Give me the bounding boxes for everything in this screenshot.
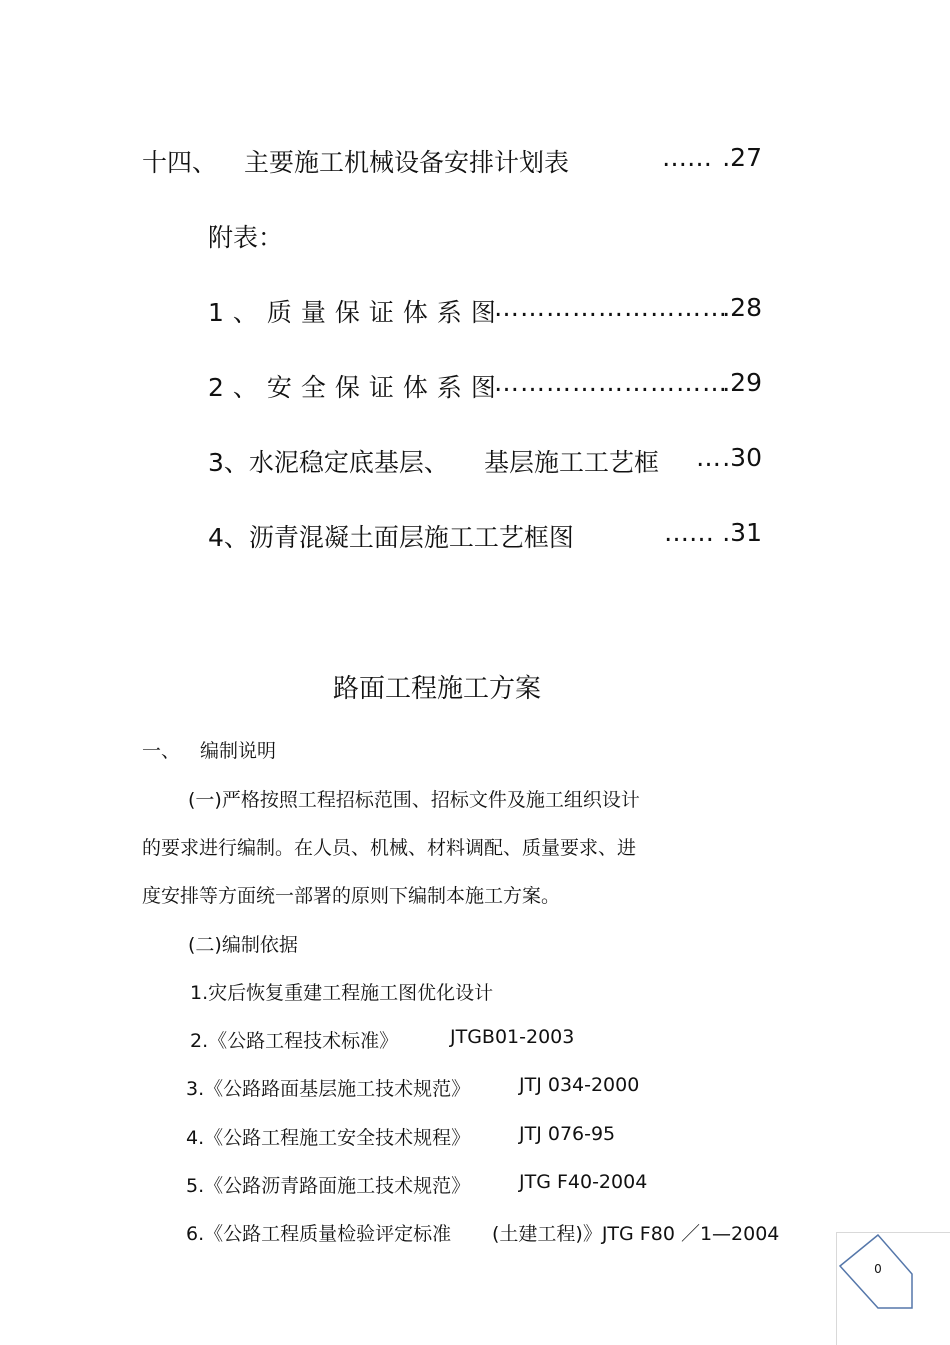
toc-appendix-4-page: .31	[722, 518, 762, 547]
reference-code: JTJ 034-2000	[519, 1074, 640, 1096]
subsection-heading: (二)编制依据	[188, 934, 298, 956]
toc-appendix-4-leader: ……	[664, 518, 714, 547]
toc-appendix-3-label-a: 3、水泥稳定底基层、	[208, 448, 449, 477]
reference-item: 4.《公路工程施工安全技术规程》	[186, 1127, 471, 1149]
toc-appendix-1-label: 1、质量保证体系图	[208, 298, 505, 327]
toc-appendix-2-leader: ………………………	[494, 368, 728, 397]
reference-code: JTG F40-2004	[519, 1171, 648, 1193]
toc-appendix-3-label-b: 基层施工工艺框	[484, 448, 660, 477]
paragraph-line: (一)严格按照工程招标范围、招标文件及施工组织设计	[188, 789, 640, 811]
toc-item-14-number: 十四、	[142, 148, 218, 177]
section-1-number: 一、	[142, 740, 181, 762]
page-number: 0	[874, 1262, 882, 1276]
toc-appendix-3-page: .30	[722, 443, 762, 472]
reference-item: 6.《公路工程质量检验评定标准	[186, 1223, 452, 1245]
toc-item-14-title: 主要施工机械设备安排计划表	[244, 148, 570, 177]
toc-appendix-3-leader: …	[696, 443, 721, 472]
toc-appendix-1-page: .28	[722, 293, 762, 322]
page-marker-shape	[836, 1232, 950, 1345]
toc-appendix-1-leader: ………………………	[494, 293, 728, 322]
toc-appendix-2-page: .29	[722, 368, 762, 397]
toc-item-14-leader: ……	[662, 143, 712, 172]
reference-code: JTJ 076-95	[519, 1123, 616, 1145]
page-number-marker	[836, 1232, 950, 1345]
toc-item-14-page: .27	[722, 143, 762, 172]
reference-item: 3.《公路路面基层施工技术规范》	[186, 1078, 471, 1100]
section-1-heading: 编制说明	[200, 740, 277, 762]
reference-code: JTGB01-2003	[450, 1026, 575, 1048]
reference-item: 1.灾后恢复重建工程施工图优化设计	[190, 982, 494, 1004]
toc-appendix-label: 附表：	[208, 223, 284, 252]
toc-appendix-2-label: 2、安全保证体系图	[208, 373, 505, 402]
document-title: 路面工程施工方案	[333, 674, 542, 704]
reference-item: 2.《公路工程技术标准》	[190, 1030, 399, 1052]
paragraph-line: 度安排等方面统一部署的原则下编制本施工方案。	[142, 885, 561, 907]
toc-appendix-4-label: 4、沥青混凝土面层施工工艺框图	[208, 523, 574, 552]
reference-item: 5.《公路沥青路面施工技术规范》	[186, 1175, 471, 1197]
paragraph-line: 的要求进行编制。在人员、机械、材料调配、质量要求、进	[142, 837, 637, 859]
reference-code: (土建工程)》JTG F80 ／1—2004	[492, 1223, 780, 1245]
